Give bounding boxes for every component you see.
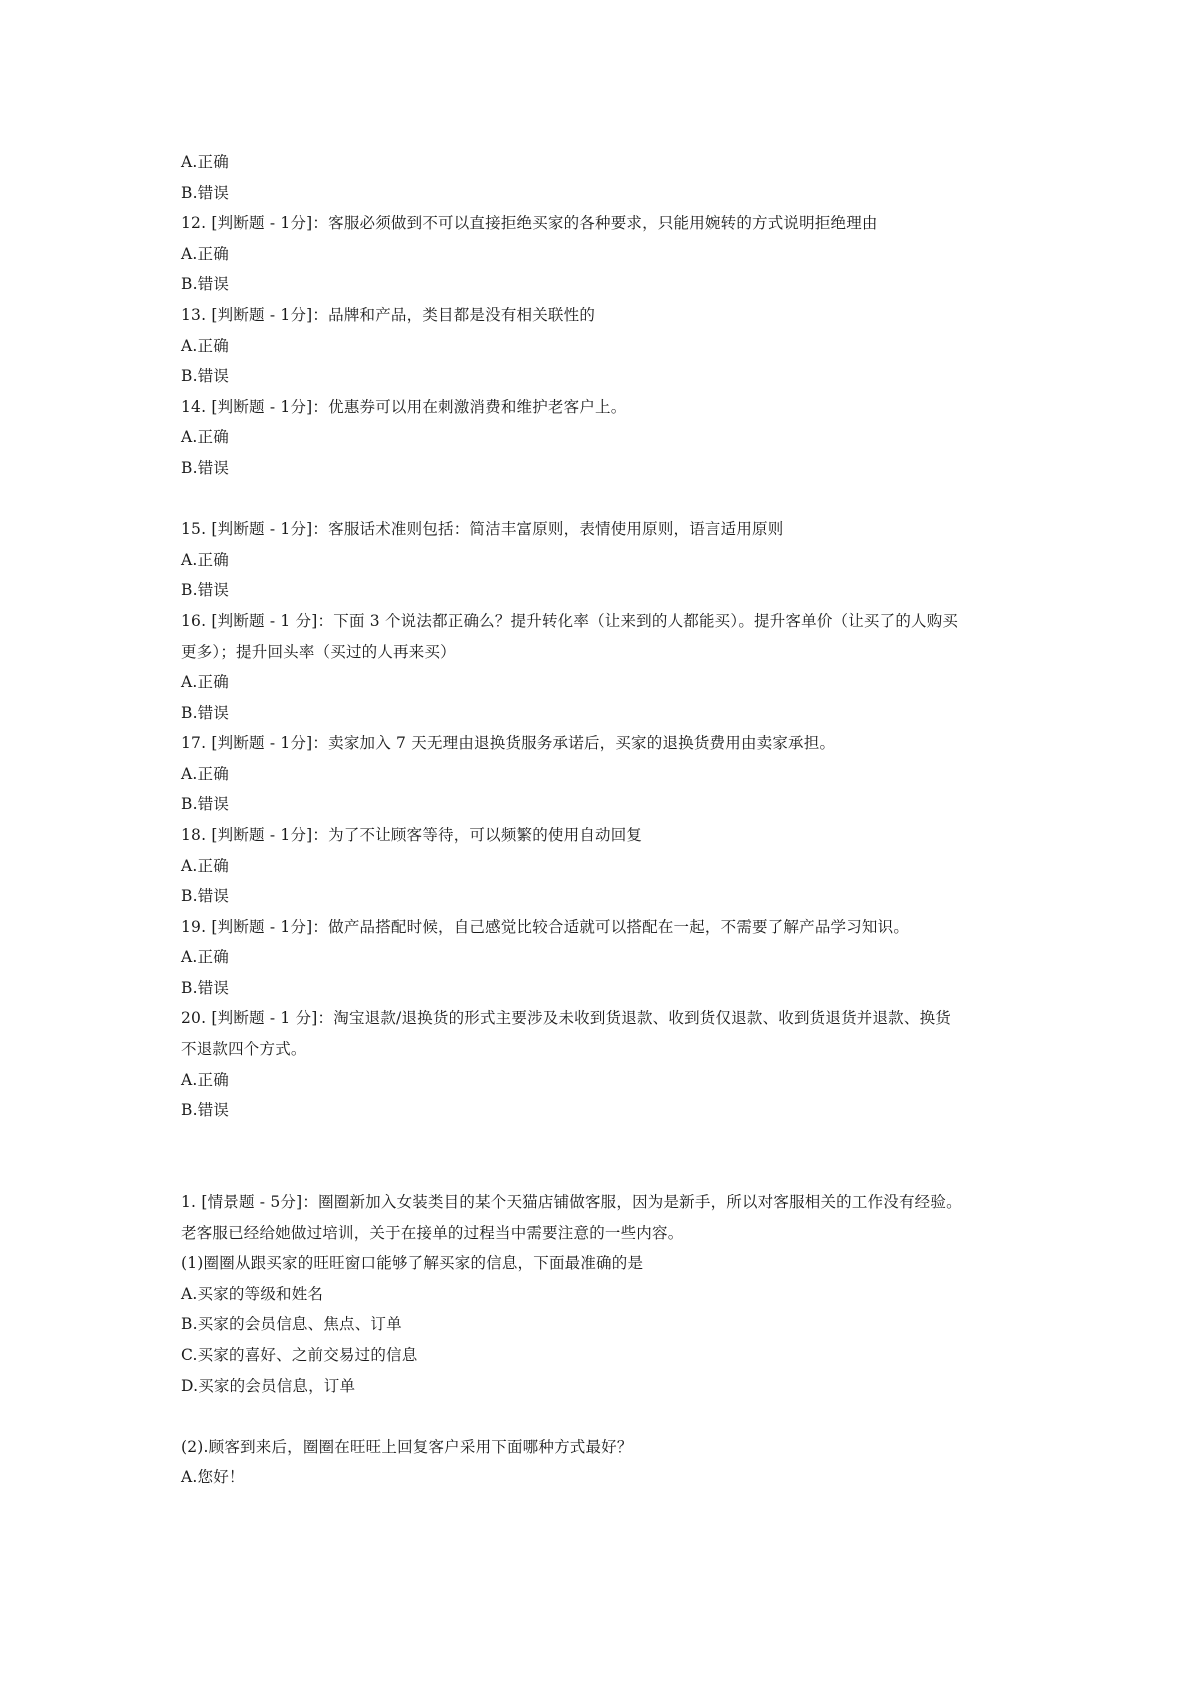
option-a: A.正确 [181, 948, 229, 966]
option-a: A.正确 [181, 153, 229, 171]
option-a: A.正确 [181, 1071, 229, 1089]
question-20-continued: 不退款四个方式。 [181, 1040, 307, 1058]
question-16-continued: 更多）；提升回头率（买过的人再来买） [181, 643, 456, 661]
option-d: D.买家的会员信息，订单 [181, 1377, 356, 1395]
question-15: 15. [判断题 - 1分]：客服话术准则包括：简洁丰富原则，表情使用原则，语言适用原则 [181, 520, 784, 538]
sub-question-2: (2).顾客到来后，圈圈在旺旺上回复客户采用下面哪种方式最好？ [181, 1438, 633, 1456]
question-14: 14. [判断题 - 1分]：优惠券可以用在刺激消费和维护老客户上。 [181, 398, 627, 416]
question-16: 16. [判断题 - 1 分]：下面 3 个说法都正确么？提升转化率（让来到的人都能买）。提升客单价（让买了的人购买 [181, 612, 959, 630]
option-a: A.正确 [181, 245, 229, 263]
option-b: B.买家的会员信息、焦点、订单 [181, 1315, 402, 1333]
option-b: B.错误 [181, 887, 230, 905]
question-17: 17. [判断题 - 1分]：卖家加入 7 天无理由退换货服务承诺后，买家的退换货费用由卖家承担。 [181, 734, 836, 752]
option-b: B.错误 [181, 795, 230, 813]
scenario-question-1-continued: 老客服已经给她做过培训，关于在接单的过程当中需要注意的一些内容。 [181, 1224, 684, 1242]
option-c: C.买家的喜好、之前交易过的信息 [181, 1346, 418, 1364]
question-18: 18. [判断题 - 1分]：为了不让顾客等待，可以频繁的使用自动回复 [181, 826, 643, 844]
option-a: A.正确 [181, 551, 229, 569]
question-19: 19. [判断题 - 1分]：做产品搭配时候，自己感觉比较合适就可以搭配在一起，不需要了解产品学习知识。 [181, 918, 910, 936]
question-12: 12. [判断题 - 1分]：客服必须做到不可以直接拒绝买家的各种要求，只能用婉转的方式说明拒绝理由 [181, 214, 878, 232]
option-b: B.错误 [181, 704, 230, 722]
scenario-question-1: 1. [情景题 - 5分]：圈圈新加入女装类目的某个天猫店铺做客服，因为是新手，所以对客服相关的工作没有经验。 [181, 1193, 962, 1211]
option-b: B.错误 [181, 367, 230, 385]
option-b: B.错误 [181, 459, 230, 477]
question-20: 20. [判断题 - 1 分]：淘宝退款/退换货的形式主要涉及未收到货退款、收到货仅退款、收到货退货并退款、换货 [181, 1009, 951, 1027]
sub-question-1: (1)圈圈从跟买家的旺旺窗口能够了解买家的信息，下面最准确的是 [181, 1254, 644, 1272]
option-a: A.您好！ [181, 1468, 245, 1486]
option-a: A.正确 [181, 428, 229, 446]
option-a: A.正确 [181, 765, 229, 783]
option-b: B.错误 [181, 184, 230, 202]
option-a: A.正确 [181, 673, 229, 691]
option-b: B.错误 [181, 581, 230, 599]
option-b: B.错误 [181, 979, 230, 997]
option-a: A.正确 [181, 337, 229, 355]
option-b: B.错误 [181, 1101, 230, 1119]
option-b: B.错误 [181, 275, 230, 293]
option-a: A.买家的等级和姓名 [181, 1285, 324, 1303]
question-13: 13. [判断题 - 1分]：品牌和产品，类目都是没有相关联性的 [181, 306, 596, 324]
option-a: A.正确 [181, 857, 229, 875]
